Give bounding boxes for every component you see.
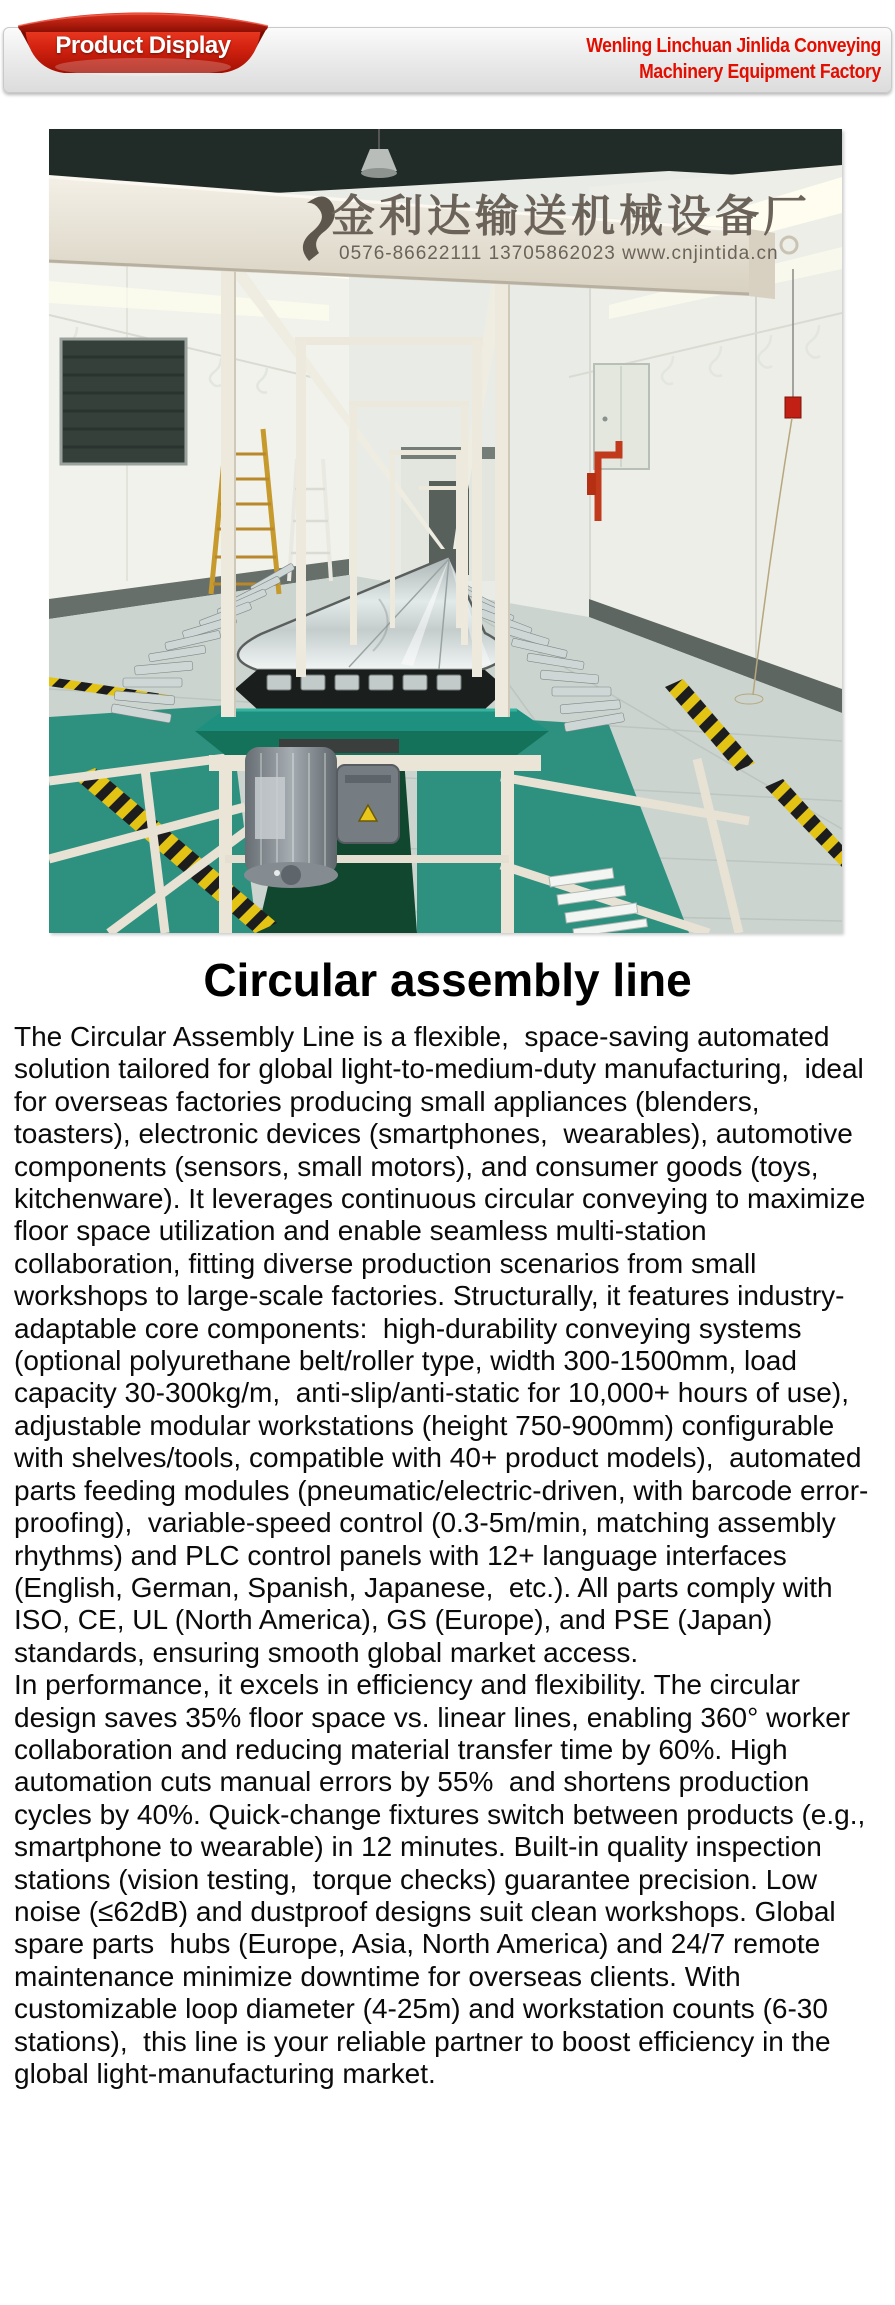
ribbon-label: Product Display — [55, 32, 231, 59]
chain-frame — [235, 670, 507, 709]
sign-company-name: 金利达输送机械设备厂 — [331, 192, 811, 241]
product-description — [14, 1021, 874, 2090]
page-title: Circular assembly line — [203, 954, 692, 1006]
page-header — [0, 0, 895, 93]
product-display-ribbon[interactable] — [16, 6, 270, 82]
description-paragraph-2: In performance, it excels in efficiency and flexibility. The circular design saves 35% floor space vs. linear lines, enabling 360° worker collaboration and reducing material transfer time by 60%. High automation cuts manual errors by 55% and shortens production cycles by 40%. Quick-change fixtures switch between products (e.g., smartphone to wearable) in 12 minutes. Built-in quality inspection stations (vision testing, torque checks) guarantee precision. Low noise (≤62dB) and dustproof designs suit clean workshops. Global spare parts hubs (Europe, Asia, North America) and 24/7 remote maintenance minimize downtime for overseas clients. With customizable loop diameter (4-25m) and workstation counts (6-30 stations), this line is your reliable partner to boost efficiency in the global light-manufacturing market. — [14, 1669, 874, 2089]
company-name — [586, 33, 881, 85]
product-photo — [49, 129, 842, 933]
company-name-line2: Machinery Equipment Factory — [639, 61, 881, 83]
left-louver-window — [61, 339, 186, 464]
description-paragraph-1: The Circular Assembly Line is a flexible, space-saving automated solution tailored for global light-to-medium-duty manufacturing, ideal for overseas factories producing small appliances (blenders, toasters), electronic devices (smartphones, wearables), automotive components (sensors, small motors), and consumer goods (toys, kitchenware). It leverages continuous circular conveying to maximize floor space utilization and enable seamless multi-station collaboration, fitting diverse production scenarios from small workshops to large-scale factories. Structurally, it features industry-adaptable core components: high-durability conveying systems (optional polyurethane belt/roller type, width 300-1500mm, load capacity 30-300kg/m, anti-slip/anti-static for 10,000+ hours of use), adjustable modular workstations (height 750-900mm) configurable with shelves/tools, compatible with 40+ product models), automated parts feeding modules (pneumatic/electric-driven, with barcode error-proofing), variable-speed control (0.3-5m/min, matching assembly rhythms) and PLC control panels with 12+ language interfaces (English, German, Spanish, Japanese, etc.). All parts comply with ISO, CE, UL (North America), GS (Europe), and PSE (Japan) standards, ensuring smooth global market access. — [14, 1021, 874, 1668]
factory-scene — [49, 129, 842, 933]
sign-contact-info: 0576-86622111 13705862023 www.cnjintida.cn — [339, 243, 779, 264]
company-name-line1: Wenling Linchuan Jinlida Conveying — [586, 35, 881, 57]
